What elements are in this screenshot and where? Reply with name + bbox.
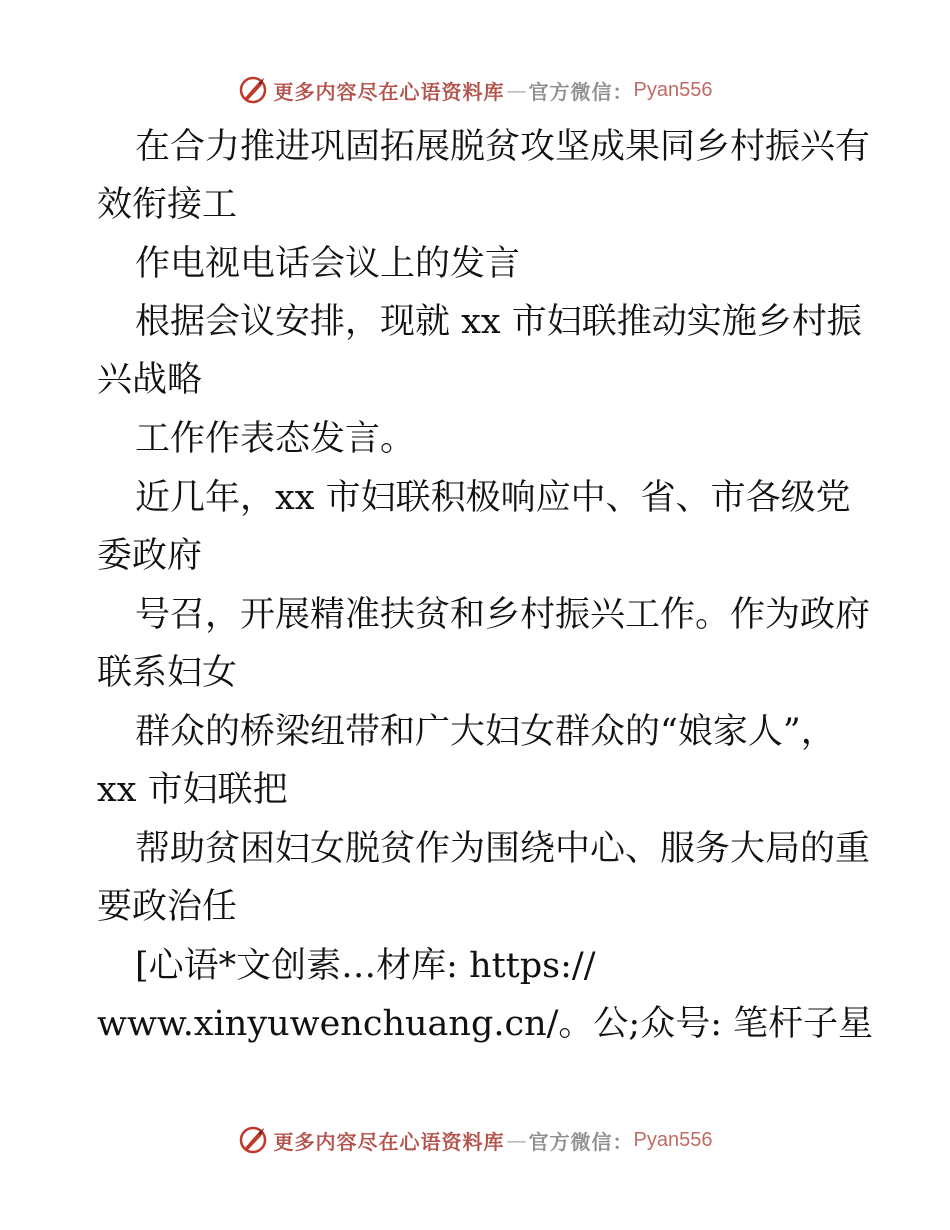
body-line: 根据会议安排，现就 xx 市妇联推动实施乡村振: [135, 302, 862, 342]
banner-wechat-id: Pyan556: [633, 78, 713, 101]
banner-separator: —: [506, 78, 527, 102]
body-line: 联系妇女: [97, 653, 238, 693]
banner-text: 更多内容尽在心语资料库: [273, 1129, 505, 1154]
body-line: 要政治任: [97, 887, 238, 927]
body-line: 工作作表态发言。: [135, 419, 416, 459]
source-url-line: www.xinyuwenchuang.cn/。公;众号: 笔杆子星: [97, 1004, 874, 1044]
body-line: xx 市妇联把: [97, 770, 288, 810]
header-banner: [0, 70, 950, 110]
body-line: 帮助贫困妇女脱贫作为围绕中心、服务大局的重: [135, 829, 871, 869]
banner-text: 更多内容尽在心语资料库: [273, 79, 505, 104]
quill-logo-icon: [238, 1125, 268, 1155]
banner-wechat-label: 官方微信：: [528, 79, 634, 104]
body-line: 作电视电话会议上的发言: [135, 244, 521, 284]
source-line: [心语*文创素…材库: https://: [135, 946, 596, 986]
banner-wechat-id: Pyan556: [633, 1128, 713, 1151]
body-line: 兴战略: [97, 360, 203, 400]
body-line: 号召，开展精准扶贫和乡村振兴工作。作为政府: [135, 595, 871, 635]
body-line: 在合力推进巩固拓展脱贫攻坚成果同乡村振兴有: [135, 127, 871, 167]
body-line: 群众的桥梁纽带和广大妇女群众的“娘家人”，: [135, 712, 836, 752]
body-line: 委政府: [97, 536, 203, 576]
banner-separator: —: [506, 1128, 527, 1152]
banner-wechat-label: 官方微信：: [528, 1129, 634, 1154]
body-line: 近几年，xx 市妇联积极响应中、省、市各级党: [135, 478, 851, 518]
body-line: 效衔接工: [97, 185, 238, 225]
footer-banner: [0, 1120, 950, 1160]
quill-logo-icon: [238, 75, 268, 105]
